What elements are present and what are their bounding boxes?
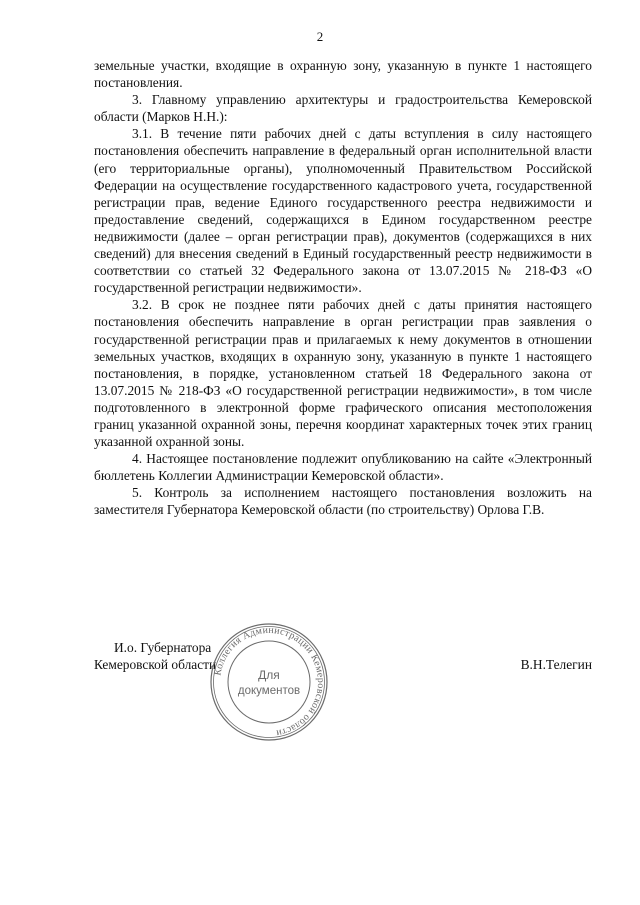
paragraph-3-2: 3.2. В срок не позднее пяти рабочих дней с даты принятия настоящего постановления обеспечить направление в орган регистрации прав заявления о государственной регистрации прав и прилагаемых к нему документов в отношении земельных участков, входящих в охранную зону, указанную в пункте 1 настоящего постановления, в порядке, установленном статьей 18 Федерального закона от 13.07.2015 № 218-ФЗ «О государственной регистрации недвижимости», в том числе подготовленного в электронной форме графического описания местоположения границ указанной охранной зоны, перечня координат характерных точек этих границ указанной охранной зоны. (94, 297, 592, 450)
paragraph-continuation: земельные участки, входящие в охранную зону, указанную в пункте 1 настоящего постановления. (94, 58, 592, 91)
signatory-name: В.Н.Телегин (520, 657, 592, 672)
stamp-ring-text: Коллегия Администрации Кемеровской области (212, 624, 327, 739)
signatory-title-line1: И.о. Губернатора (114, 640, 212, 655)
page-number: 2 (316, 29, 324, 44)
stamp-center-line1: Для (258, 668, 280, 682)
paragraph-5: 5. Контроль за исполнением настоящего постановления возложить на заместителя Губернатора Кемеровской области (по строительству) Орлова Г.В. (94, 485, 592, 518)
paragraph-3-1: 3.1. В течение пяти рабочих дней с даты вступления в силу настоящего постановления обеспечить направление в федеральный орган исполнительной власти (его территориальные органы), уполномоченный Правительством Российской Федерации на осуществление государственного кадастрового учета, государственной регистрации прав, ведение Единого государственного реестра недвижимости и предоставление сведений, содержащихся в Едином государственном реестре недвижимости (далее – орган регистрации прав), документов (содержащихся в них сведений) для внесения сведений в Единый государственный реестр недвижимости в соответствии со статьей 32 Федерального закона от 13.07.2015 № 218-ФЗ «О государственной регистрации недвижимости». (94, 126, 592, 296)
document-body (94, 57, 592, 519)
stamp-center-line2: документов (237, 685, 301, 697)
paragraph-3: 3. Главному управлению архитектуры и градостроительства Кемеровской области (Марков Н.Н.): (94, 92, 592, 125)
official-stamp (208, 621, 330, 743)
stamp-inner-ring (228, 641, 310, 723)
paragraph-4: 4. Настоящее постановление подлежит опубликованию на сайте «Электронный бюллетень Коллегии Администрации Кемеровской области». (94, 451, 592, 484)
signatory-title-line2: Кемеровской области (94, 657, 217, 673)
